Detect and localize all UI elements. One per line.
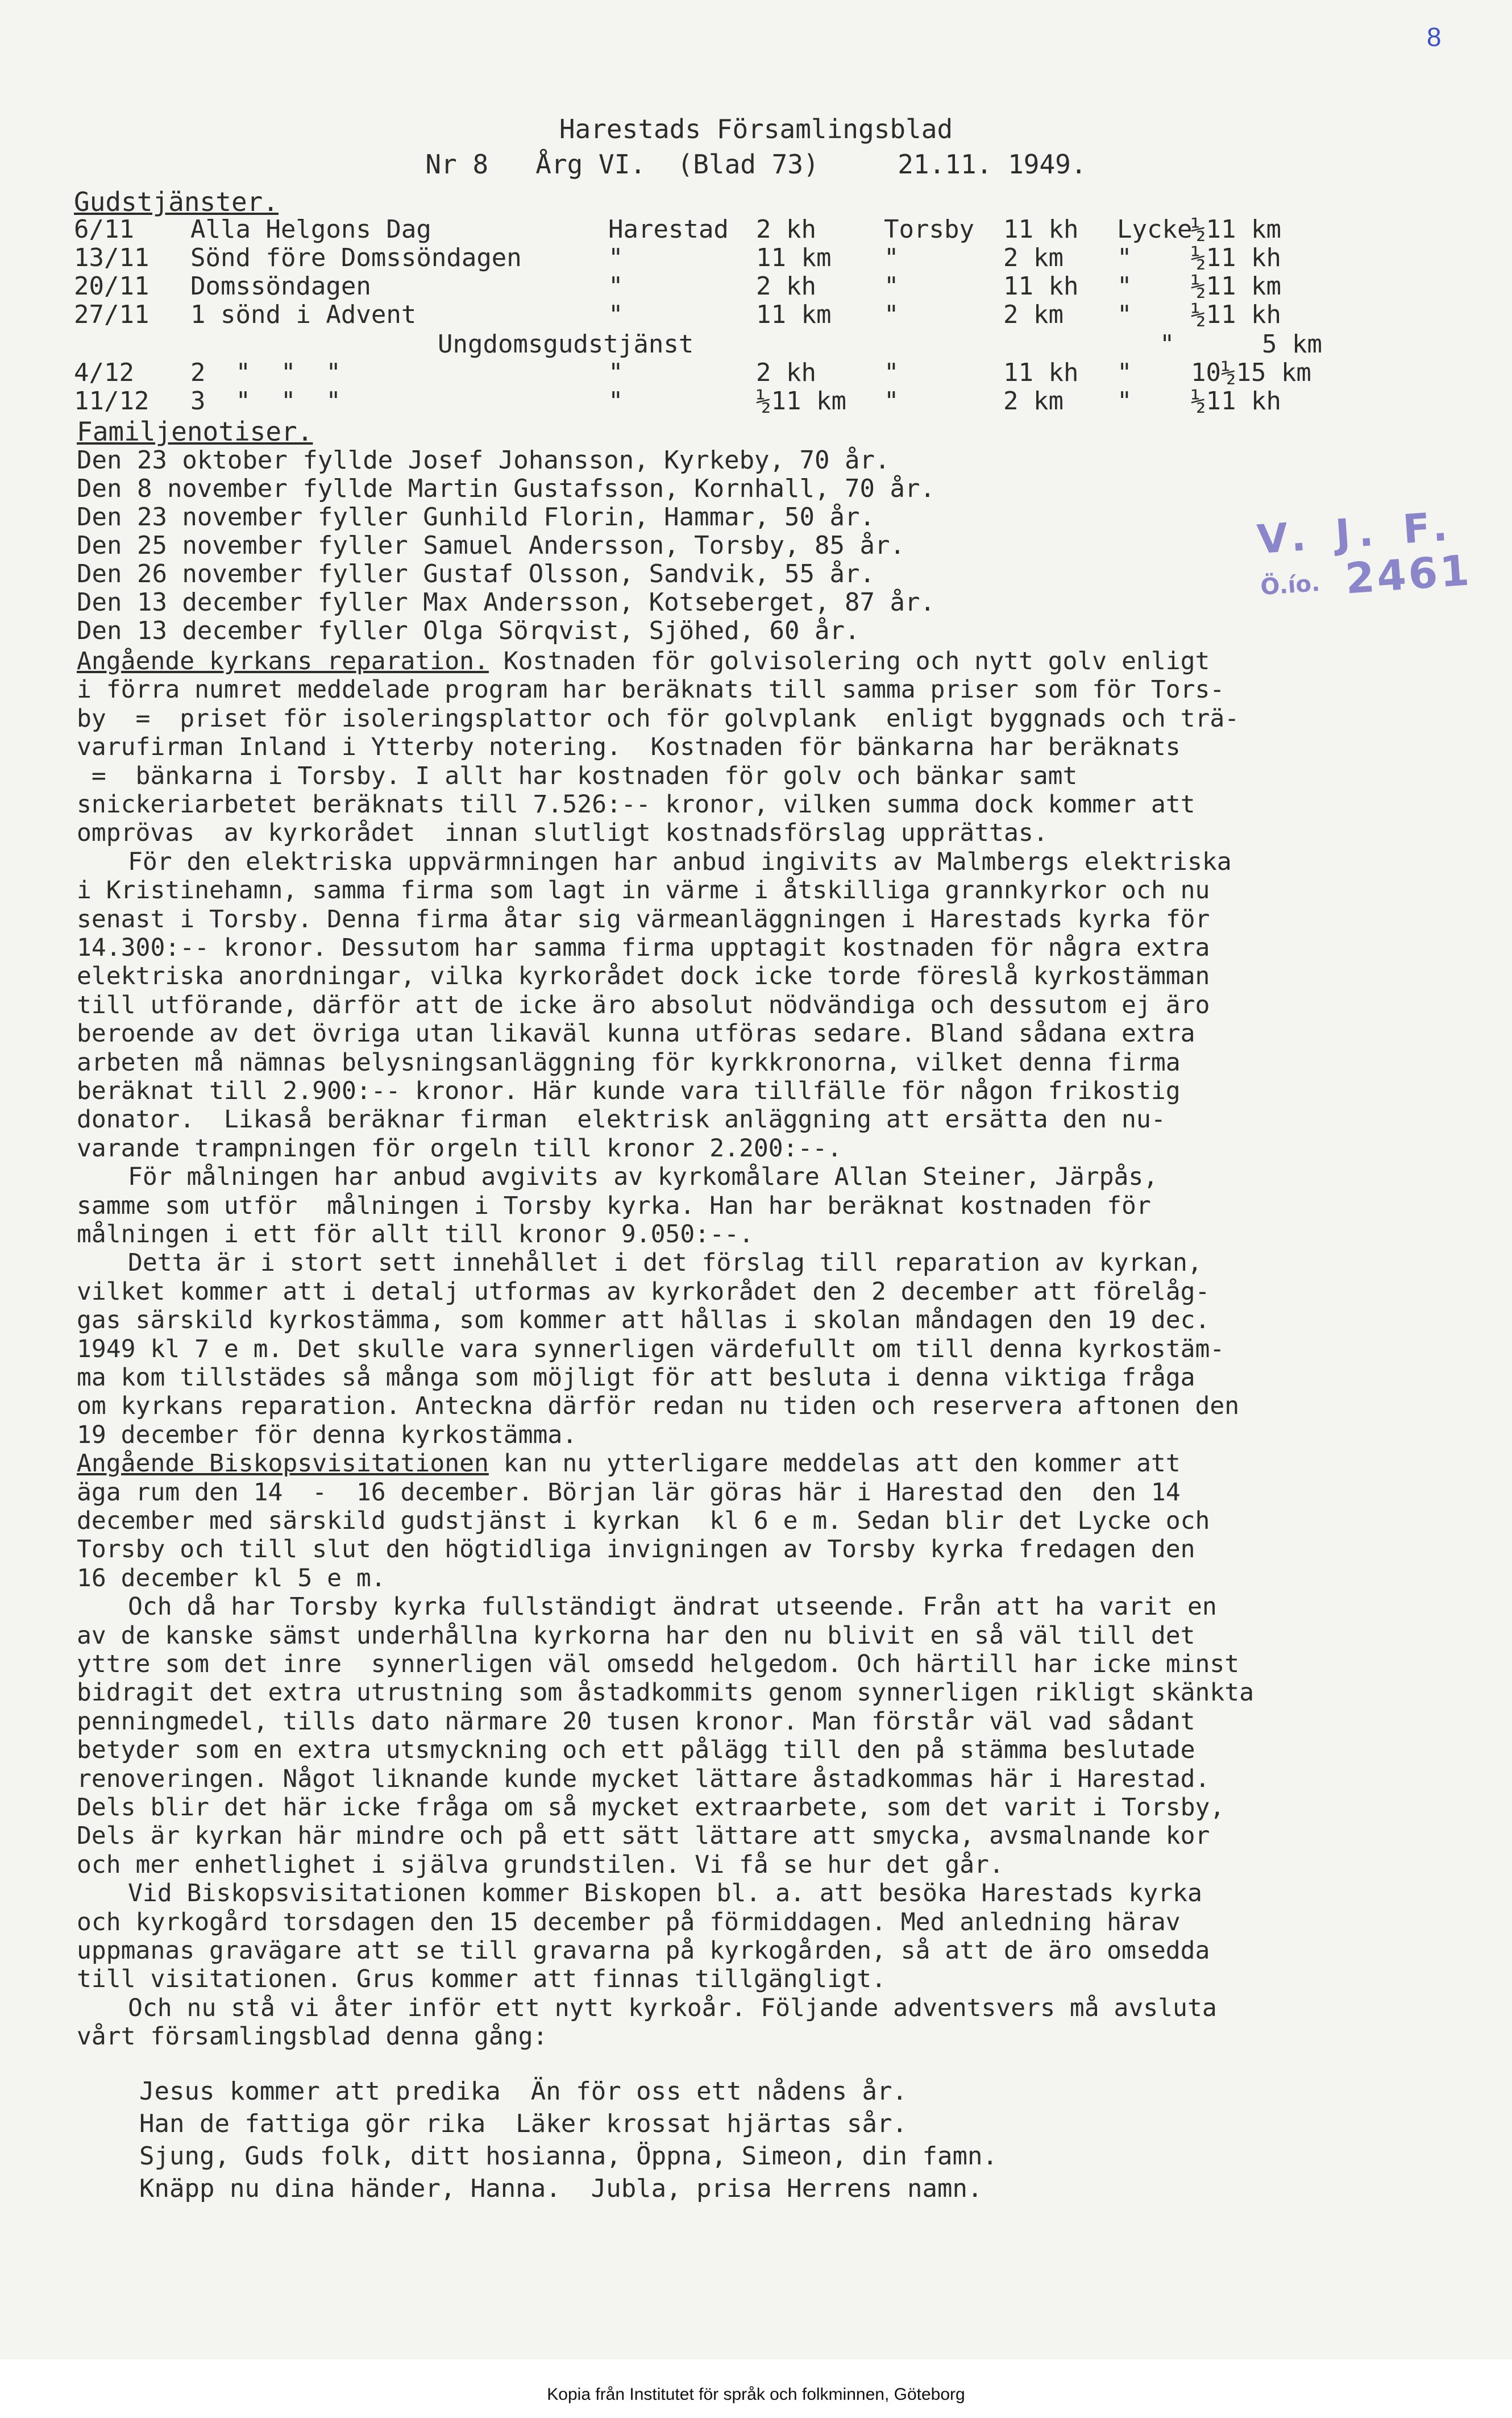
service-cell: 2 " " "	[190, 358, 341, 387]
youth-service-ditto: "	[1160, 330, 1175, 359]
service-cell: 11 km	[756, 243, 832, 272]
painting-paragraph-line	[128, 1163, 1158, 1191]
service-cell: Alla Helgons Dag	[190, 215, 431, 244]
painting-paragraph-line	[77, 1220, 754, 1249]
line-text: Torsby och till slut den högtidliga invigningen av Torsby kyrka fredagen den	[77, 1535, 1195, 1563]
line-text: 16 december kl 5 e m.	[77, 1564, 386, 1592]
line-text: bidragit det extra utrustning som åstadkommits genom synnerligen rikligt skänkta	[77, 1678, 1255, 1707]
meeting-paragraph-line	[128, 1249, 1202, 1277]
service-row	[0, 387, 1478, 415]
meeting-paragraph-line	[77, 1363, 1195, 1392]
line-text: Kostnaden för golvisolering och nytt golv enligt	[488, 647, 1210, 675]
electric-paragraph-line	[77, 1134, 842, 1163]
torsby-paragraph-line	[77, 1822, 1210, 1850]
line-text: 19 december för denna kyrkostämma.	[77, 1421, 578, 1449]
line-text: yttre som det inre synnerligen väl omsedd helgedom. Och härtill har icke minst	[77, 1650, 1240, 1678]
meeting-paragraph-line	[77, 1278, 1210, 1306]
electric-paragraph-line	[77, 1019, 1195, 1048]
family-heading: Familjenotiser.	[77, 416, 313, 447]
repair-paragraph-line	[77, 790, 1195, 819]
line-text: uppmanas gravägare att se till gravarna på kyrkogården, så att de äro omsedda	[77, 1936, 1210, 1965]
service-row	[0, 243, 1478, 272]
line-text: till visitationen. Grus kommer att finnas tillgängligt.	[77, 1965, 886, 1993]
line-text: Och då har Torsby kyrka fullständigt ändrat utseende. Från att ha varit en	[128, 1592, 1217, 1621]
bishop-paragraph-line	[77, 1908, 1181, 1936]
service-cell: 10½15 km	[1191, 358, 1311, 387]
visitation-paragraph-line	[77, 1564, 386, 1592]
service-cell: "	[1117, 243, 1132, 272]
service-cell: "	[1117, 387, 1132, 416]
bulletin-title: Harestads Församlingsblad	[559, 114, 953, 144]
service-cell: 4/12	[74, 358, 134, 387]
service-cell: "	[1117, 358, 1132, 387]
line-text: vilket kommer att i detalj utformas av kyrkorådet den 2 december att förelåg-	[77, 1278, 1210, 1306]
line-text: äga rum den 14 - 16 december. Början lär göras här i Harestad den den 14	[77, 1478, 1181, 1507]
service-cell: Sönd före Domssöndagen	[190, 243, 522, 272]
line-text: av de kanske sämst underhållna kyrkorna har den nu blivit en så väl till det	[77, 1621, 1195, 1650]
line-text: i förra numret meddelade program har beräknats till samma priser som för Tors-	[77, 675, 1225, 704]
line-text: samme som utför målningen i Torsby kyrka. Han har beräknat kostnaden för	[77, 1192, 1151, 1220]
line-text: Detta är i stort sett innehållet i det förslag till reparation av kyrkan,	[128, 1249, 1202, 1277]
electric-paragraph-line	[77, 934, 1210, 962]
page-number: 8	[1427, 22, 1442, 52]
line-text: kan nu ytterligare meddelas att den kommer att	[488, 1449, 1181, 1478]
service-cell: "	[1117, 272, 1132, 301]
repair-paragraph-line	[77, 819, 1048, 847]
line-text: Dels är kyrkan här mindre och på ett sätt lättare att smycka, avsmalnande kor	[77, 1822, 1210, 1850]
line-text: elektriska anordningar, vilka kyrkorådet dock icke torde föreslå kyrkostämman	[77, 962, 1210, 990]
service-row	[0, 300, 1478, 329]
line-text: donator. Likaså beräknar firman elektrisk anläggning att ersätta den nu-	[77, 1105, 1166, 1134]
service-cell: Harestad	[608, 215, 729, 244]
service-cell: 2 km	[1003, 300, 1064, 329]
line-text: För den elektriska uppvärmningen har anbud ingivits av Malmbergs elektriska	[128, 848, 1232, 876]
meeting-paragraph-line	[77, 1306, 1210, 1334]
family-notice: Den 23 oktober fyllde Josef Johansson, Kyrkeby, 70 år.	[77, 446, 890, 475]
youth-service-time: 5 km	[1262, 330, 1322, 359]
service-cell: 11 kh	[1003, 272, 1079, 301]
meeting-paragraph-line	[77, 1335, 1224, 1363]
repair-paragraph-line	[77, 762, 1077, 790]
service-cell: "	[884, 300, 899, 329]
service-cell: "	[608, 272, 624, 301]
electric-paragraph-line	[77, 1077, 1181, 1105]
advent-verse-line: Knäpp nu dina händer, Hanna. Jubla, prisa Herrens namn.	[139, 2174, 983, 2203]
family-notice: Den 25 november fyller Samuel Andersson, Torsby, 85 år.	[77, 531, 905, 560]
services-heading: Gudstjänster.	[74, 186, 279, 217]
stamp-number: 2461	[1343, 546, 1473, 604]
line-text: december med särskild gudstjänst i kyrkan kl 6 e m. Sedan blir det Lycke och	[77, 1507, 1210, 1535]
line-text: till utförande, därför att de icke äro absolut nödvändiga och dessutom ej äro	[77, 991, 1210, 1019]
repair-paragraph-line	[77, 647, 1210, 675]
service-cell: 1 sönd i Advent	[190, 300, 417, 329]
service-cell: ½11 km	[1191, 215, 1281, 244]
stamp-prefix: Ö.ío.	[1259, 570, 1321, 601]
family-notice: Den 13 december fyller Max Andersson, Kotseberget, 87 år.	[77, 588, 935, 617]
line-text: varande trampningen för orgeln till kronor 2.200:--.	[77, 1134, 842, 1163]
electric-paragraph-line	[77, 905, 1210, 934]
closing-paragraph-line	[128, 1994, 1217, 2022]
service-cell: "	[608, 300, 624, 329]
torsby-paragraph-line	[77, 1793, 1224, 1822]
visitation-heading: Angående Biskopsvisitationen	[77, 1449, 489, 1478]
line-text: Dels blir det här icke fråga om så mycket extraarbete, som det varit i Torsby,	[77, 1793, 1225, 1822]
torsby-paragraph-line	[77, 1765, 1210, 1793]
torsby-paragraph-line	[77, 1678, 1254, 1707]
service-cell: ½11 kh	[1191, 387, 1281, 416]
archive-stamp	[1256, 501, 1478, 624]
meeting-paragraph-line	[77, 1392, 1239, 1420]
service-cell: Domssöndagen	[190, 272, 371, 301]
service-cell: Lycke	[1117, 215, 1193, 244]
line-text: i Kristinehamn, samma firma som lagt in värme i åtskilliga grannkyrkor och nu	[77, 876, 1210, 905]
service-cell: 6/11	[74, 215, 134, 244]
service-cell: 27/11	[74, 300, 149, 329]
torsby-paragraph-line	[77, 1851, 1004, 1879]
line-text: arbeten må nämnas belysningsanläggning för kyrkkronorna, vilket denna firma	[77, 1048, 1181, 1077]
service-cell: 2 km	[1003, 387, 1064, 416]
service-cell: "	[1117, 300, 1132, 329]
advent-verse-line: Jesus kommer att predika Än för oss ett nådens år.	[139, 2077, 908, 2106]
line-text: 1949 kl 7 e m. Det skulle vara synnerligen värdefullt om till denna kyrkostäm-	[77, 1335, 1225, 1363]
bishop-paragraph-line	[77, 1936, 1210, 1965]
line-text: om kyrkans reparation. Anteckna därför redan nu tiden och reservera aftonen den	[77, 1392, 1240, 1420]
line-text: målningen i ett för allt till kronor 9.050:--.	[77, 1220, 754, 1249]
torsby-paragraph-line	[77, 1650, 1239, 1678]
family-notice: Den 23 november fyller Gunhild Florin, Hammar, 50 år.	[77, 503, 875, 532]
line-text: renoveringen. Något liknande kunde mycket lättare åstadkommas här i Harestad.	[77, 1765, 1210, 1793]
advent-verse-line: Sjung, Guds folk, ditt hosianna, Öppna, Simeon, din famn.	[139, 2142, 998, 2171]
torsby-paragraph-line	[77, 1736, 1195, 1764]
advent-verse-line: Han de fattiga gör rika Läker krossat hjärtas sår.	[139, 2109, 908, 2138]
electric-paragraph-line	[128, 848, 1232, 876]
repair-heading: Angående kyrkans reparation.	[77, 647, 489, 675]
visitation-paragraph-line	[77, 1535, 1195, 1563]
service-cell: ½11 kh	[1191, 300, 1281, 329]
line-text: ma kom tillstädes så många som möjligt för att besluta i denna viktiga fråga	[77, 1363, 1195, 1392]
torsby-paragraph-line	[77, 1621, 1195, 1650]
service-row	[0, 215, 1478, 243]
service-cell: 2 kh	[756, 272, 816, 301]
service-row	[0, 272, 1478, 300]
line-text: beroende av det övriga utan likaväl kunna utföras sedare. Bland sådana extra	[77, 1019, 1195, 1048]
service-cell: 11 kh	[1003, 215, 1079, 244]
painting-paragraph-line	[77, 1192, 1151, 1220]
repair-paragraph-line	[77, 704, 1239, 733]
family-notice: Den 13 december fyller Olga Sörqvist, Sjöhed, 60 år.	[77, 616, 860, 645]
service-cell: 3 " " "	[190, 387, 341, 416]
service-cell: "	[608, 358, 624, 387]
electric-paragraph-line	[77, 962, 1210, 990]
line-text: gas särskild kyrkostämma, som kommer att hållas i skolan måndagen den 19 dec.	[77, 1306, 1210, 1334]
service-cell: "	[884, 243, 899, 272]
line-text: snickeriarbetet beräknats till 7.526:-- kronor, vilken summa dock kommer att	[77, 790, 1195, 819]
service-cell: Torsby	[884, 215, 974, 244]
closing-paragraph-line	[77, 2022, 547, 2051]
service-cell: 11/12	[74, 387, 149, 416]
service-cell: 11 kh	[1003, 358, 1079, 387]
visitation-paragraph-line	[77, 1507, 1210, 1535]
archive-footer: Kopia från Institutet för språk och folkminnen, Göteborg	[547, 2385, 965, 2404]
line-text: varufirman Inland i Ytterby notering. Kostnaden för bänkarna har beräknats	[77, 733, 1181, 761]
bishop-paragraph-line	[77, 1965, 886, 1993]
issue-line: Nr 8 Årg VI. (Blad 73) 21.11. 1949.	[425, 149, 1087, 180]
line-text: = bänkarna i Torsby. I allt har kostnaden för golv och bänkar samt	[77, 762, 1078, 790]
meeting-paragraph-line	[77, 1421, 577, 1449]
service-cell: 2 kh	[756, 215, 816, 244]
visitation-paragraph-line	[77, 1449, 1181, 1478]
youth-service-label: Ungdomsgudstjänst	[438, 330, 694, 359]
service-cell: 11 km	[756, 300, 832, 329]
family-notice: Den 8 november fyllde Martin Gustafsson, Kornhall, 70 år.	[77, 474, 935, 503]
visitation-paragraph-line	[77, 1478, 1181, 1507]
family-notice: Den 26 november fyller Gustaf Olsson, Sandvik, 55 år.	[77, 559, 875, 588]
line-text: Vid Biskopsvisitationen kommer Biskopen bl. a. att besöka Harestads kyrka	[128, 1879, 1202, 1907]
electric-paragraph-line	[77, 991, 1210, 1019]
line-text: omprövas av kyrkorådet innan slutligt kostnadsförslag upprättas.	[77, 819, 1048, 847]
line-text: penningmedel, tills dato närmare 20 tusen kronor. Man förstår väl vad sådant	[77, 1707, 1195, 1736]
line-text: och mer enhetlighet i själva grundstilen. Vi få se hur det går.	[77, 1851, 1004, 1879]
line-text: beräknat till 2.900:-- kronor. Här kunde vara tillfälle för någon frikostig	[77, 1077, 1181, 1105]
torsby-paragraph-line	[128, 1592, 1217, 1621]
bishop-paragraph-line	[128, 1879, 1202, 1907]
service-cell: ½11 km	[1191, 272, 1281, 301]
line-text: betyder som en extra utsmyckning och ett pålägg till den på stämma beslutade	[77, 1736, 1195, 1764]
service-cell: ½11 km	[756, 387, 846, 416]
line-text: För målningen har anbud avgivits av kyrkomålare Allan Steiner, Järpås,	[128, 1163, 1158, 1191]
service-row	[0, 358, 1478, 387]
stamp-initials: V. J. F.	[1255, 503, 1457, 563]
service-cell: 13/11	[74, 243, 149, 272]
electric-paragraph-line	[77, 1105, 1166, 1134]
service-cell: "	[884, 272, 899, 301]
electric-paragraph-line	[77, 1048, 1181, 1077]
line-text: Och nu stå vi åter inför ett nytt kyrkoår. Följande adventsvers må avsluta	[128, 1994, 1217, 2022]
line-text: vårt församlingsblad denna gång:	[77, 2022, 548, 2051]
repair-paragraph-line	[77, 675, 1224, 704]
service-cell: ½11 kh	[1191, 243, 1281, 272]
service-cell: "	[608, 387, 624, 416]
service-cell: 2 kh	[756, 358, 816, 387]
electric-paragraph-line	[77, 876, 1210, 905]
service-cell: 2 km	[1003, 243, 1064, 272]
service-cell: "	[608, 243, 624, 272]
repair-paragraph-line	[77, 733, 1181, 761]
torsby-paragraph-line	[77, 1707, 1195, 1736]
service-cell: "	[884, 387, 899, 416]
line-text: senast i Torsby. Denna firma åtar sig värmeanläggningen i Harestads kyrka för	[77, 905, 1210, 934]
service-cell: "	[884, 358, 899, 387]
service-cell: 20/11	[74, 272, 149, 301]
line-text: by = priset för isoleringsplattor och för golvplank enligt byggnads och trä-	[77, 704, 1240, 733]
line-text: 14.300:-- kronor. Dessutom har samma firma upptagit kostnaden för några extra	[77, 934, 1210, 962]
line-text: och kyrkogård torsdagen den 15 december på förmiddagen. Med anledning härav	[77, 1908, 1181, 1936]
